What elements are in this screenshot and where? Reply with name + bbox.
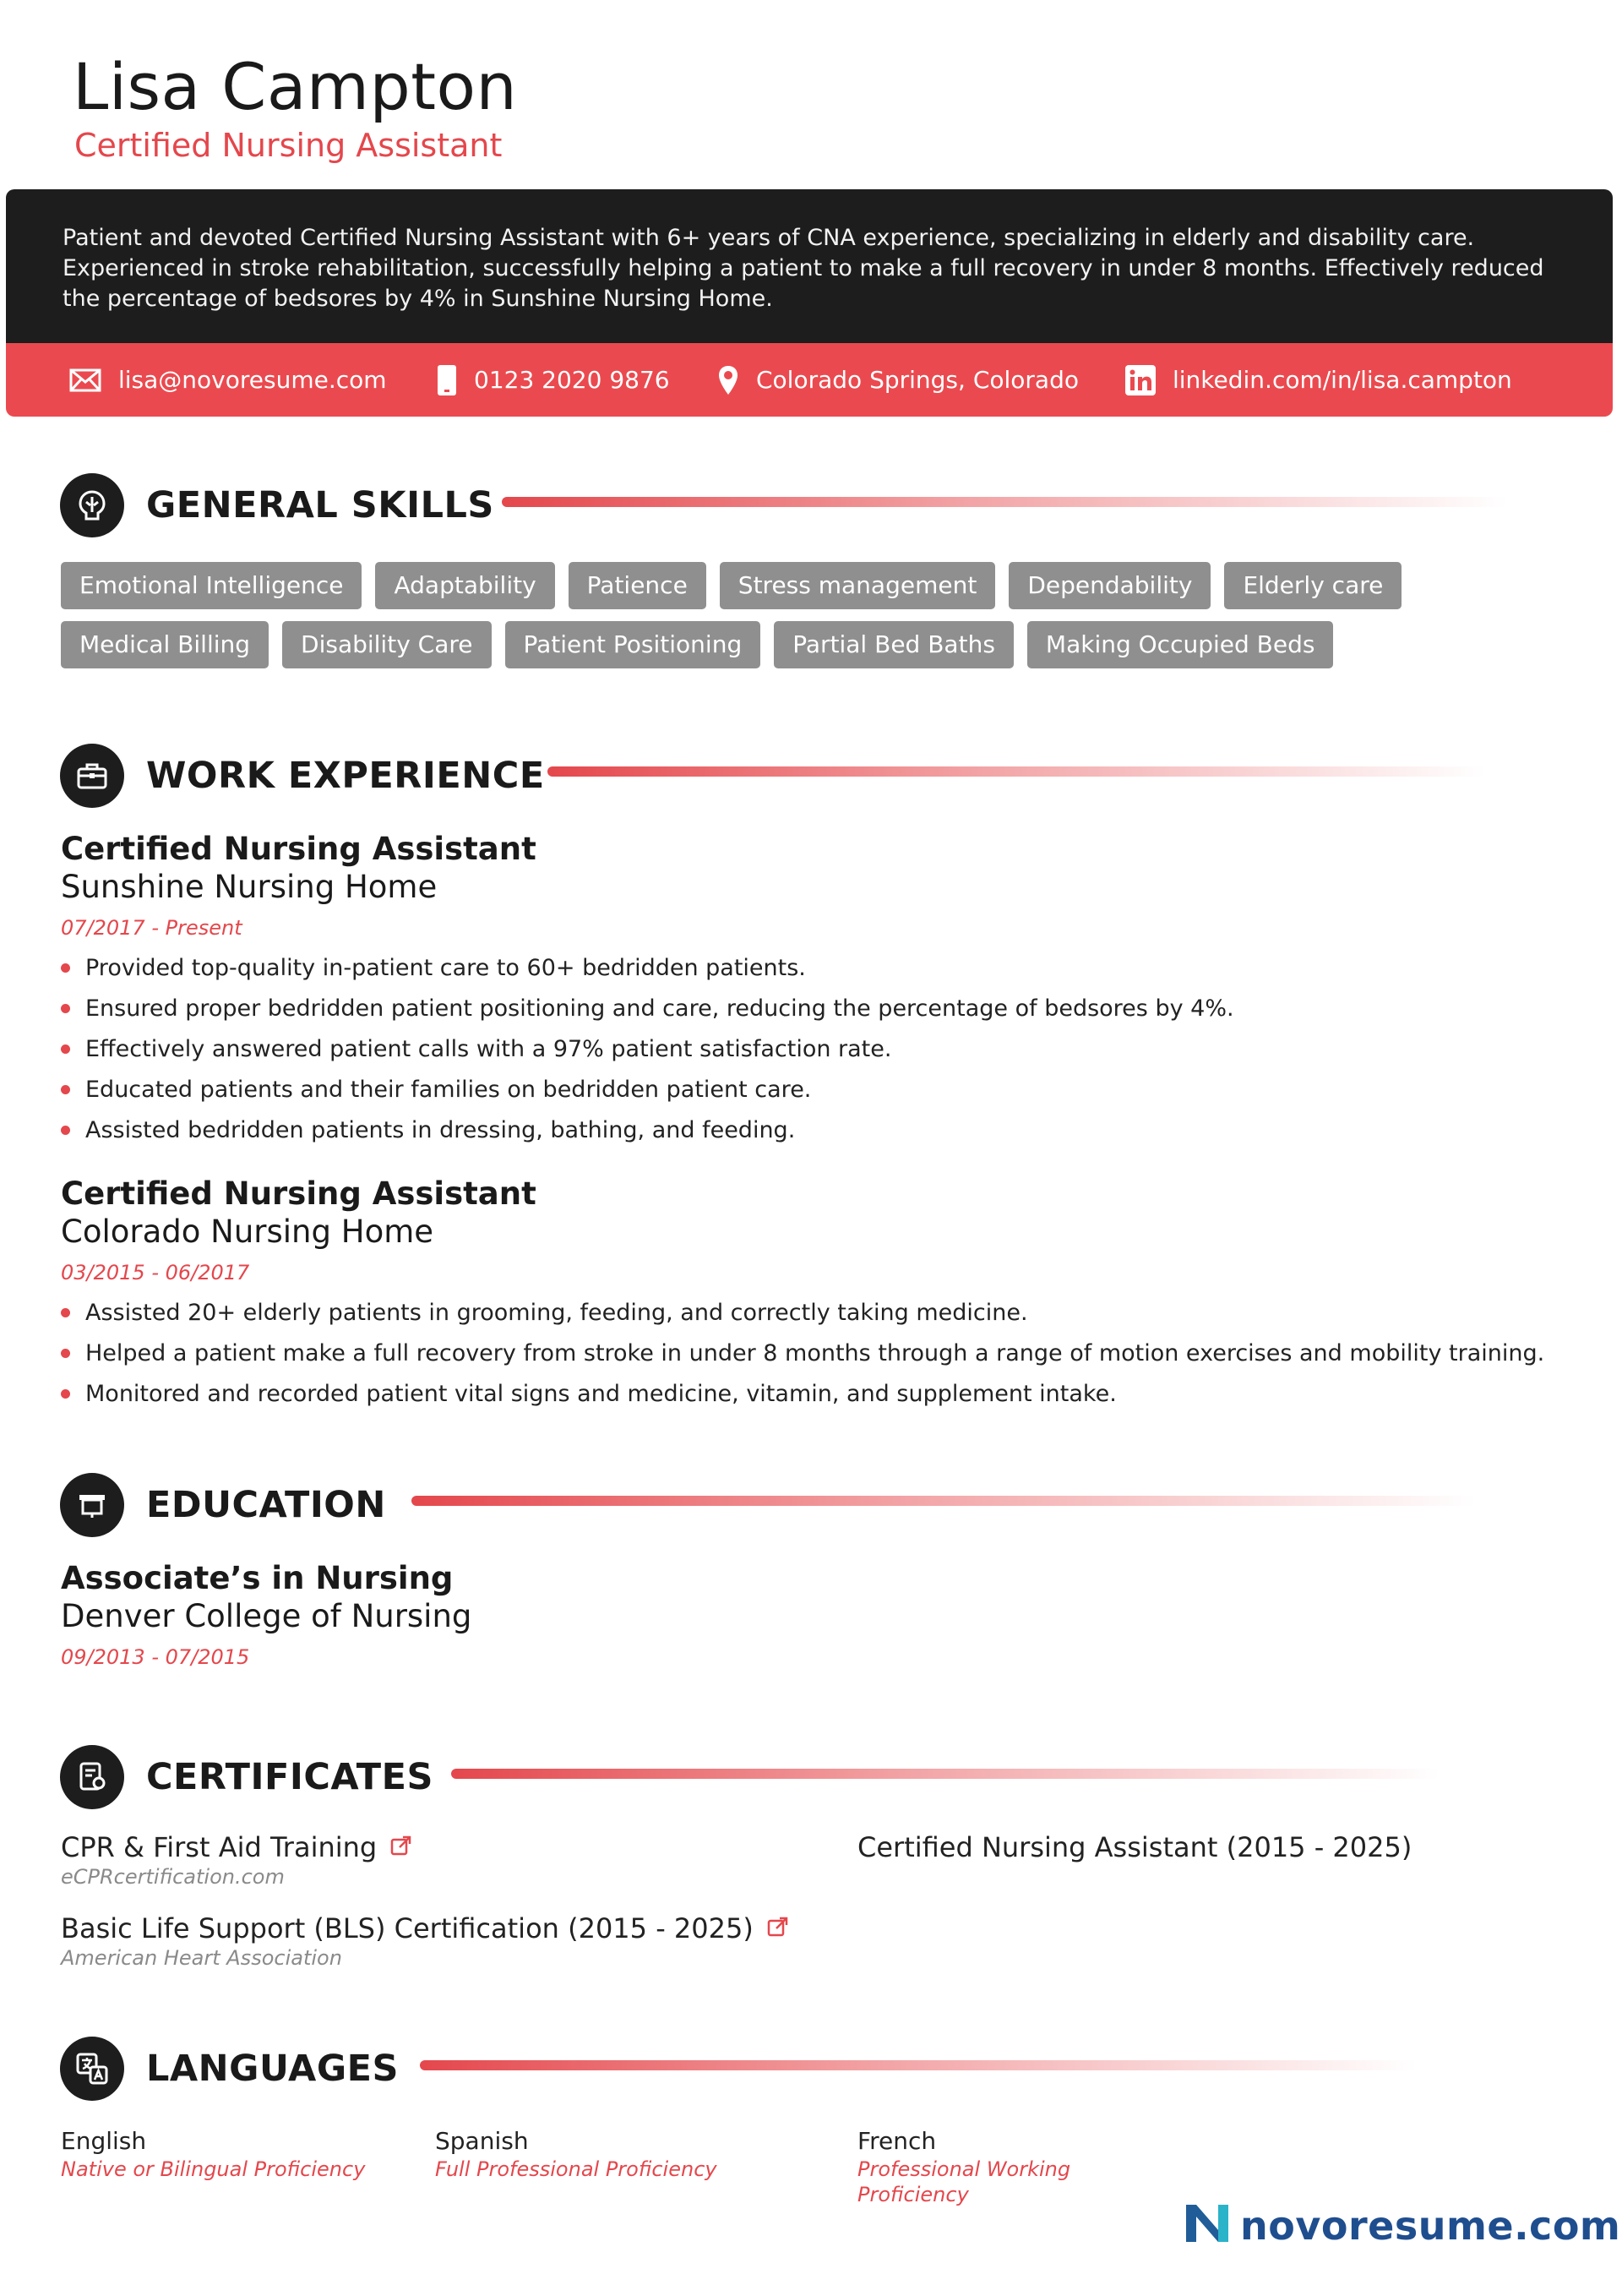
school: Denver College of Nursing [61, 1598, 472, 1634]
contact-location-text: Colorado Springs, Colorado [756, 366, 1079, 394]
location-pin-icon [717, 364, 739, 396]
skill-tag: Stress management [720, 562, 996, 609]
certificate-name: Certified Nursing Assistant (2015 - 2025) [857, 1831, 1412, 1863]
skills-icon [60, 473, 124, 537]
education-dates: 09/2013 - 07/2015 [61, 1645, 250, 1669]
list-item [61, 989, 1548, 1029]
language-item [61, 2126, 365, 2182]
skills-tags [61, 562, 1497, 680]
certificate-issuer: eCPRcertification.com [61, 1865, 285, 1889]
job-bullets [61, 948, 1548, 1151]
summary-text: Patient and devoted Certified Nursing Assistant with 6+ years of CNA experience, specializing in elderly and disability care. Experienced in stroke rehabilitation, successfully helping a patient to make a full recovery in under 8 months. Effectively reduced the percentage of bedsores by 4% in Sunshine Nursing Home. [63, 225, 1544, 312]
certificate-icon [60, 1745, 124, 1809]
language-level: Proficiency [857, 2183, 969, 2206]
job-company: Colorado Nursing Home [61, 1213, 434, 1250]
bullet-text: Assisted bedridden patients in dressing, bathing, and feeding. [85, 1117, 796, 1143]
bullet-dot [61, 1085, 70, 1094]
language-item [857, 2126, 1070, 2207]
contact-phone-text: 0123 2020 9876 [474, 366, 670, 394]
list-item [61, 1374, 1548, 1415]
language-name: English [61, 2127, 147, 2155]
briefcase-icon [60, 744, 124, 808]
experience-divider [547, 766, 1485, 777]
contact-phone[interactable] [437, 343, 670, 417]
skills-heading: GENERAL SKILLS [146, 484, 494, 526]
job-entry [61, 1175, 1548, 1415]
language-name: French [857, 2127, 937, 2155]
logo-n-icon [1183, 2201, 1232, 2250]
certificate-item [61, 1830, 412, 1890]
certificate-issuer: American Heart Association [61, 1946, 342, 1970]
bullet-dot [61, 963, 70, 973]
bullet-text: Provided top-quality in-patient care to 60+ bedridden patients. [85, 955, 806, 981]
certificates-heading: CERTIFICATES [146, 1756, 433, 1798]
bullet-text: Assisted 20+ elderly patients in grooming, feeding, and correctly taking medicine. [85, 1300, 1028, 1326]
summary-panel [6, 189, 1613, 343]
linkedin-icon [1125, 365, 1156, 395]
contact-location[interactable] [717, 343, 1079, 417]
certificates-divider [451, 1769, 1440, 1779]
job-company: Sunshine Nursing Home [61, 869, 438, 905]
contact-linkedin[interactable] [1125, 343, 1512, 417]
skill-tag: Adaptability [375, 562, 554, 609]
experience-section-header [60, 744, 545, 808]
bullet-dot [61, 1349, 70, 1358]
job-bullets [61, 1293, 1548, 1415]
languages-divider [420, 2060, 1417, 2070]
certificates-section-header [60, 1745, 433, 1809]
language-level: Full Professional Proficiency [435, 2157, 717, 2181]
job-role: Certified Nursing Assistant [61, 831, 536, 867]
skills-row-2 [61, 621, 1497, 668]
job-role: Certified Nursing Assistant [61, 1175, 536, 1212]
bullet-dot [61, 1044, 70, 1054]
language-item [435, 2126, 717, 2182]
bullet-dot [61, 1308, 70, 1317]
skill-tag: Patient Positioning [505, 621, 761, 668]
contact-linkedin-text: linkedin.com/in/lisa.campton [1173, 366, 1512, 394]
skill-tag: Partial Bed Baths [774, 621, 1014, 668]
language-name: Spanish [435, 2127, 529, 2155]
languages-heading: LANGUAGES [146, 2048, 399, 2090]
contact-bar [6, 343, 1613, 417]
languages-icon [60, 2037, 124, 2101]
bullet-text: Helped a patient make a full recovery from stroke in under 8 months through a range of motion exercises and mobility training. [85, 1340, 1545, 1366]
skill-tag: Dependability [1009, 562, 1211, 609]
novoresume-logo[interactable] [1183, 2201, 1620, 2250]
certificate-item [61, 1912, 789, 1971]
bullet-dot [61, 1004, 70, 1013]
contact-email[interactable] [69, 343, 387, 417]
experience-heading: WORK EXPERIENCE [146, 755, 545, 797]
external-link-icon[interactable] [390, 1830, 412, 1864]
skills-section-header [60, 473, 494, 537]
candidate-name: Lisa Campton [73, 49, 518, 124]
education-heading: EDUCATION [146, 1484, 386, 1526]
envelope-icon [69, 368, 101, 392]
bullet-dot [61, 1126, 70, 1135]
education-divider [411, 1496, 1476, 1506]
job-dates: 03/2015 - 06/2017 [61, 1261, 250, 1284]
skills-row-1 [61, 562, 1497, 609]
skill-tag: Making Occupied Beds [1027, 621, 1334, 668]
bullet-text: Effectively answered patient calls with a 97% patient satisfaction rate. [85, 1036, 892, 1062]
bullet-dot [61, 1389, 70, 1399]
language-level: Professional Working [857, 2157, 1071, 2181]
skills-divider [502, 497, 1507, 507]
list-item [61, 1333, 1548, 1374]
list-item [61, 1110, 1548, 1151]
logo-text: novoresume.com [1240, 2202, 1621, 2249]
certificate-name: Basic Life Support (BLS) Certification (2015 - 2025) [61, 1912, 754, 1944]
candidate-title: Certified Nursing Assistant [74, 127, 503, 164]
skill-tag: Medical Billing [61, 621, 269, 668]
bullet-text: Ensured proper bedridden patient positioning and care, reducing the percentage of bedsores by 4%. [85, 995, 1234, 1022]
list-item [61, 1029, 1548, 1070]
skill-tag: Emotional Intelligence [61, 562, 362, 609]
language-level: Native or Bilingual Proficiency [61, 2157, 366, 2181]
phone-icon [437, 364, 457, 396]
certificate-item [857, 1830, 1412, 1864]
skill-tag: Disability Care [282, 621, 491, 668]
education-entry [61, 1559, 1548, 1671]
list-item [61, 948, 1548, 989]
job-dates: 07/2017 - Present [61, 916, 242, 940]
contact-email-text: lisa@novoresume.com [118, 366, 387, 394]
graduation-icon [60, 1473, 124, 1537]
certificate-name: CPR & First Aid Training [61, 1831, 378, 1863]
job-entry [61, 830, 1548, 1151]
education-section-header [60, 1473, 386, 1537]
bullet-text: Educated patients and their families on bedridden patient care. [85, 1077, 812, 1103]
degree: Associate’s in Nursing [61, 1560, 454, 1596]
external-link-icon[interactable] [767, 1912, 789, 1945]
list-item [61, 1293, 1548, 1333]
skill-tag: Elderly care [1224, 562, 1402, 609]
bullet-text: Monitored and recorded patient vital signs and medicine, vitamin, and supplement intake. [85, 1381, 1117, 1407]
languages-section-header [60, 2037, 399, 2101]
skill-tag: Patience [569, 562, 706, 609]
list-item [61, 1070, 1548, 1110]
